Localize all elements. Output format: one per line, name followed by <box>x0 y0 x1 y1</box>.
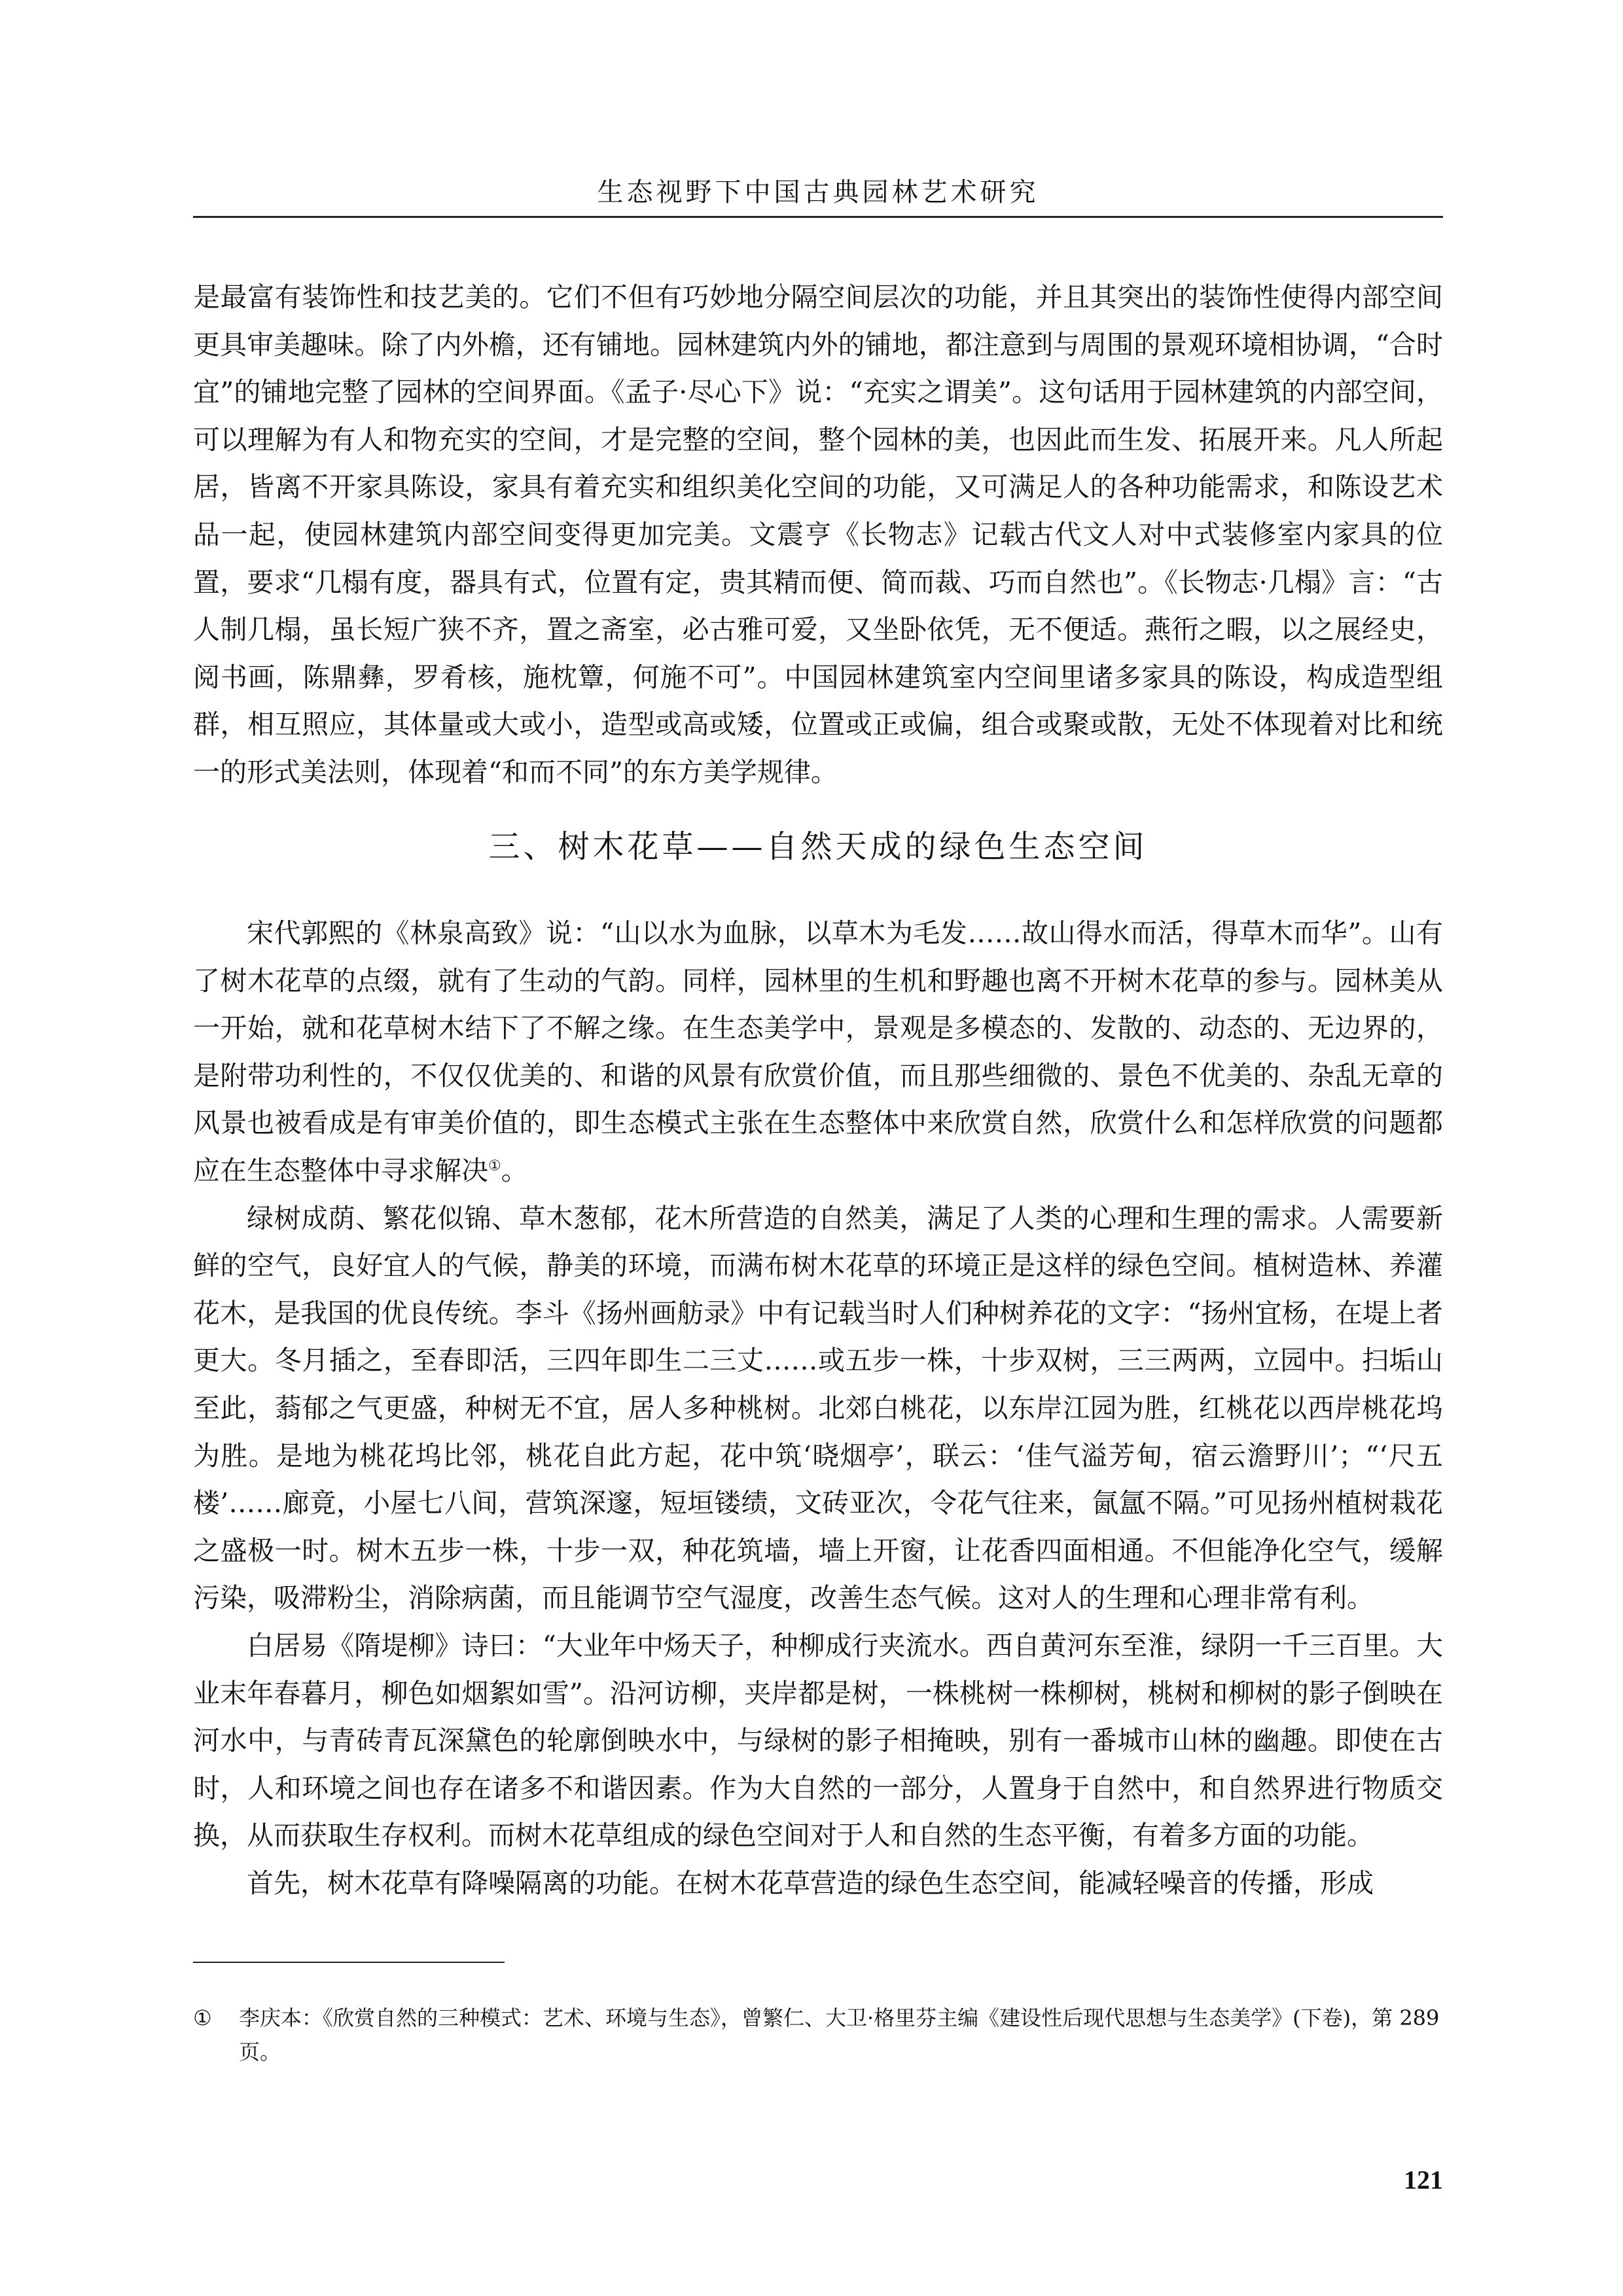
body-text-top <box>193 274 1443 796</box>
header-rule <box>193 216 1443 218</box>
paragraph-continued: 是最富有装饰性和技艺美的。它们不但有巧妙地分隔空间层次的功能，并且其突出的装饰性使得内部空间更具审美趣味。除了内外檐，还有铺地。园林建筑内外的铺地，都注意到与周围的景观环境相协调，“合时宜”的铺地完整了园林的空间界面。《孟子·尽心下》说：“充实之谓美”。这句话用于园林建筑的内部空间，可以理解为有人和物充实的空间，才是完整的空间，整个园林的美，也因此而生发、拓展开来。凡人所起居，皆离不开家具陈设，家具有着充实和组织美化空间的功能，又可满足人的各种功能需求，和陈设艺术品一起，使园林建筑内部空间变得更加完美。文震亨《长物志》记载古代文人对中式装修室内家具的位置，要求“几榻有度，器具有式，位置有定，贵其精而便、简而裁、巧而自然也”。《长物志·几榻》言：“古人制几榻，虽长短广狭不齐，置之斋室，必古雅可爱，又坐卧依凭，无不便适。燕衎之暇，以之展经史，阅书画，陈鼎彝，罗肴核，施枕簟，何施不可”。中国园林建筑室内空间里诸多家具的陈设，构成造型组群，相互照应，其体量或大或小，造型或高或矮，位置或正或偏，组合或聚或散，无处不体现着对比和统一的形式美法则，体现着“和而不同”的东方美学规律。 <box>193 281 1443 788</box>
page-number: 121 <box>1404 2165 1443 2195</box>
section-heading: 三、树木花草——自然天成的绿色生态空间 <box>488 828 1148 865</box>
paragraph: 白居易《隋堤柳》诗曰：“大业年中炀天子，种柳成行夹流水。西自黄河东至淮，绿阴一千三百里。大业末年春暮月，柳色如烟絮如雪”。沿河访柳，夹岸都是树，一株桃树一株柳树，桃树和柳树的影子倒映在河水中，与青砖青瓦深黛色的轮廓倒映水中，与绿树的影子相掩映，别有一番城市山林的幽趣。即使在古时，人和环境之间也存在诸多不和谐因素。作为大自然的一部分，人置身于自然中，和自然界进行物质交换，从而获取生存权利。而树木花草组成的绿色空间对于人和自然的生态平衡，有着多方面的功能。 <box>193 1629 1443 1852</box>
footnote-ref: ① <box>488 1157 501 1174</box>
paragraph <box>193 910 1443 1195</box>
body-text-section <box>193 910 1443 1907</box>
footnote-marker: ① <box>193 2005 212 2030</box>
footnote-text: 李庆本：《欣赏自然的三种模式：艺术、环境与生态》，曾繁仁、大卫·格里芬主编《建设性后现代思想与生态美学》(下卷)，第 289 页。 <box>239 2005 1440 2064</box>
paragraph-text: 宋代郭熙的《林泉高致》说：“山以水为血脉，以草木为毛发……故山得水而活，得草木而华”。山有了树木花草的点缀，就有了生动的气韵。同样，园林里的生机和野趣也离不开树木花草的参与。园林美从一开始，就和花草树木结下了不解之缘。在生态美学中，景观是多模态的、发散的、动态的、无边界的，是附带功利性的，不仅仅优美的、和谐的风景有欣赏价值，而且那些细微的、景色不优美的、杂乱无章的风景也被看成是有审美价值的，即生态模式主张在生态整体中来欣赏自然，欣赏什么和怎样欣赏的问题都应在生态整体中寻求解决 <box>193 917 1443 1186</box>
paragraph: 绿树成荫、繁花似锦、草木葱郁，花木所营造的自然美，满足了人类的心理和生理的需求。人需要新鲜的空气，良好宜人的气候，静美的环境，而满布树木花草的环境正是这样的绿色空间。植树造林、养灌花木，是我国的优良传统。李斗《扬州画舫录》中有记载当时人们种树养花的文字：“扬州宜杨，在堤上者更大。冬月插之，至春即活，三四年即生二三丈……或五步一株，十步双树，三三两两，立园中。扫垢山至此，蓊郁之气更盛，种树无不宜，居人多种桃树。北郊白桃花，以东岸江园为胜，红桃花以西岸桃花坞为胜。是地为桃花坞比邻，桃花自此方起，花中筑‘晓烟亭’，联云：‘佳气溢芳甸，宿云澹野川’；“‘尺五楼’……廊竟，小屋七八间，营筑深邃，短垣镂绩，文砖亚次，令花气往来，氤氲不隔。”可见扬州植树栽花之盛极一时。树木五步一株，十步一双，种花筑墙，墙上开窗，让花香四面相通。不但能净化空气，缓解污染，吸滞粉尘，消除病菌，而且能调节空气湿度，改善生态气候。这对人的生理和心理非常有利。 <box>193 1202 1443 1614</box>
running-header: 生态视野下中国古典园林艺术研究 <box>597 177 1039 207</box>
footnote <box>193 2001 1443 2069</box>
paragraph-end: 。 <box>501 1154 528 1186</box>
footnote-rule <box>193 1962 505 1963</box>
paragraph: 首先，树木花草有降噪隔离的功能。在树木花草营造的绿色生态空间，能减轻噪音的传播，形成 <box>247 1867 1374 1899</box>
